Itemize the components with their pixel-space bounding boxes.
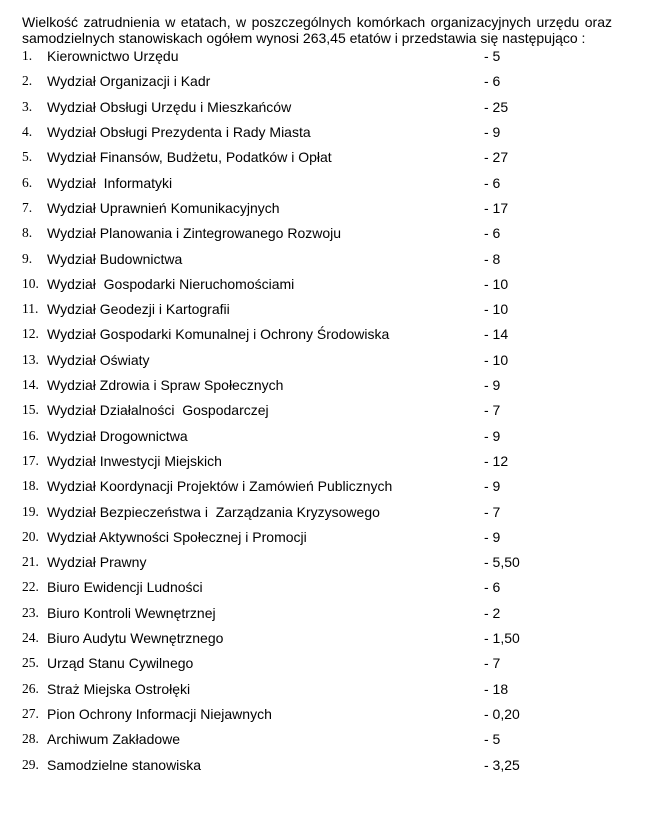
item-name: Wydział Oświaty — [47, 351, 150, 368]
item-name: Wydział Działalności Gospodarczej — [47, 402, 269, 419]
list-item — [22, 200, 612, 225]
item-value: - 6 — [484, 579, 501, 596]
item-value: - 18 — [484, 680, 509, 697]
item-value: - 6 — [484, 174, 501, 191]
item-value: - 17 — [484, 199, 509, 216]
item-value: - 5 — [484, 48, 501, 65]
list-item — [22, 402, 612, 427]
item-number: 1. — [22, 48, 33, 64]
item-name: Wydział Budownictwa — [47, 250, 183, 267]
item-number: 14. — [22, 377, 39, 393]
list-item — [22, 478, 612, 503]
item-value: - 5,50 — [484, 554, 520, 571]
item-number: 8. — [22, 225, 33, 241]
list-item — [22, 377, 612, 402]
item-value: - 9 — [484, 377, 501, 394]
item-number: 19. — [22, 503, 39, 519]
item-value: - 7 — [484, 402, 501, 419]
list-item — [22, 731, 612, 756]
item-number: 7. — [22, 199, 33, 215]
item-name: Wydział Finansów, Budżetu, Podatków i Opłat — [47, 149, 332, 166]
item-name: Pion Ochrony Informacji Niejawnych — [47, 705, 272, 722]
item-value: - 10 — [484, 275, 509, 292]
item-name: Wydział Gospodarki Komunalnej i Ochrony Środowiska — [47, 326, 390, 343]
item-number: 21. — [22, 554, 39, 570]
item-name: Wydział Uprawnień Komunikacyjnych — [47, 199, 280, 216]
item-name: Wydział Bezpieczeństwa i Zarządzania Kryzysowego — [47, 503, 380, 520]
staffing-list — [22, 48, 612, 782]
item-value: - 2 — [484, 604, 501, 621]
item-value: - 8 — [484, 250, 501, 267]
item-number: 20. — [22, 528, 39, 544]
list-item — [22, 48, 612, 73]
item-number: 6. — [22, 174, 33, 190]
item-number: 23. — [22, 604, 39, 620]
list-item — [22, 225, 612, 250]
item-name: Kierownictwo Urzędu — [47, 48, 179, 65]
list-item — [22, 706, 612, 731]
item-value: - 7 — [484, 503, 501, 520]
item-name: Wydział Gospodarki Nieruchomościami — [47, 275, 295, 292]
item-value: - 27 — [484, 149, 509, 166]
list-item — [22, 504, 612, 529]
list-item — [22, 428, 612, 453]
item-name: Wydział Koordynacji Projektów i Zamówień Publicznych — [47, 478, 393, 495]
list-item — [22, 73, 612, 98]
document-page — [22, 15, 612, 782]
item-value: - 3,25 — [484, 756, 520, 773]
item-name: Wydział Zdrowia i Spraw Społecznych — [47, 377, 284, 394]
list-item — [22, 605, 612, 630]
item-name: Archiwum Zakładowe — [47, 731, 181, 748]
item-number: 18. — [22, 478, 39, 494]
item-number: 22. — [22, 579, 39, 595]
item-name: Biuro Audytu Wewnętrznego — [47, 630, 224, 647]
item-value: - 9 — [484, 528, 501, 545]
item-value: - 14 — [484, 326, 509, 343]
item-number: 28. — [22, 731, 39, 747]
item-name: Wydział Obsługi Urzędu i Mieszkańców — [47, 98, 292, 115]
item-name: Wydział Organizacji i Kadr — [47, 73, 211, 90]
item-name: Urząd Stanu Cywilnego — [47, 655, 194, 672]
list-item — [22, 352, 612, 377]
item-value: - 10 — [484, 301, 509, 318]
item-number: 24. — [22, 630, 39, 646]
item-number: 9. — [22, 250, 33, 266]
item-value: - 0,20 — [484, 705, 520, 722]
item-value: - 6 — [484, 225, 501, 242]
list-item — [22, 630, 612, 655]
item-value: - 7 — [484, 655, 501, 672]
item-name: Wydział Informatyki — [47, 174, 173, 191]
item-number: 25. — [22, 655, 39, 671]
list-item — [22, 681, 612, 706]
item-number: 13. — [22, 351, 39, 367]
item-number: 15. — [22, 402, 39, 418]
item-name: Wydział Prawny — [47, 554, 147, 571]
item-name: Samodzielne stanowiska — [47, 756, 202, 773]
item-name: Wydział Drogownictwa — [47, 427, 188, 444]
item-name: Biuro Ewidencji Ludności — [47, 579, 203, 596]
item-name: Straż Miejska Ostrołęki — [47, 680, 191, 697]
item-value: - 9 — [484, 124, 501, 141]
item-number: 4. — [22, 124, 33, 140]
item-number: 3. — [22, 98, 33, 114]
item-number: 5. — [22, 149, 33, 165]
list-item — [22, 529, 612, 554]
item-value: - 1,50 — [484, 630, 520, 647]
item-value: - 5 — [484, 731, 501, 748]
item-number: 17. — [22, 452, 39, 468]
list-item — [22, 554, 612, 579]
list-item — [22, 579, 612, 604]
item-name: Wydział Aktywności Społecznej i Promocji — [47, 528, 307, 545]
list-item — [22, 276, 612, 301]
item-name: Biuro Kontroli Wewnętrznej — [47, 604, 216, 621]
item-value: - 25 — [484, 98, 509, 115]
list-item — [22, 175, 612, 200]
item-number: 10. — [22, 275, 39, 291]
list-item — [22, 149, 612, 174]
item-number: 26. — [22, 680, 39, 696]
item-name: Wydział Geodezji i Kartografii — [47, 301, 230, 318]
item-value: - 9 — [484, 478, 501, 495]
item-name: Wydział Inwestycji Miejskich — [47, 452, 222, 469]
item-value: - 10 — [484, 351, 509, 368]
list-item — [22, 99, 612, 124]
list-item — [22, 655, 612, 680]
list-item — [22, 124, 612, 149]
item-number: 11. — [22, 301, 39, 317]
list-item — [22, 301, 612, 326]
item-number: 12. — [22, 326, 39, 342]
item-number: 27. — [22, 705, 39, 721]
list-item — [22, 453, 612, 478]
item-value: - 12 — [484, 452, 509, 469]
list-item — [22, 326, 612, 351]
item-value: - 9 — [484, 427, 501, 444]
item-name: Wydział Obsługi Prezydenta i Rady Miasta — [47, 124, 311, 141]
item-name: Wydział Planowania i Zintegrowanego Rozwoju — [47, 225, 342, 242]
item-number: 16. — [22, 427, 39, 443]
list-item — [22, 757, 612, 782]
intro-paragraph: Wielkość zatrudnienia w etatach, w poszczególnych komórkach organizacyjnych urzędu oraz samodzielnych stanowiskach ogółem wynosi 263,45 etatów i przedstawia się następująco : — [22, 14, 612, 46]
item-number: 2. — [22, 73, 33, 89]
item-value: - 6 — [484, 73, 501, 90]
item-number: 29. — [22, 756, 39, 772]
list-item — [22, 251, 612, 276]
